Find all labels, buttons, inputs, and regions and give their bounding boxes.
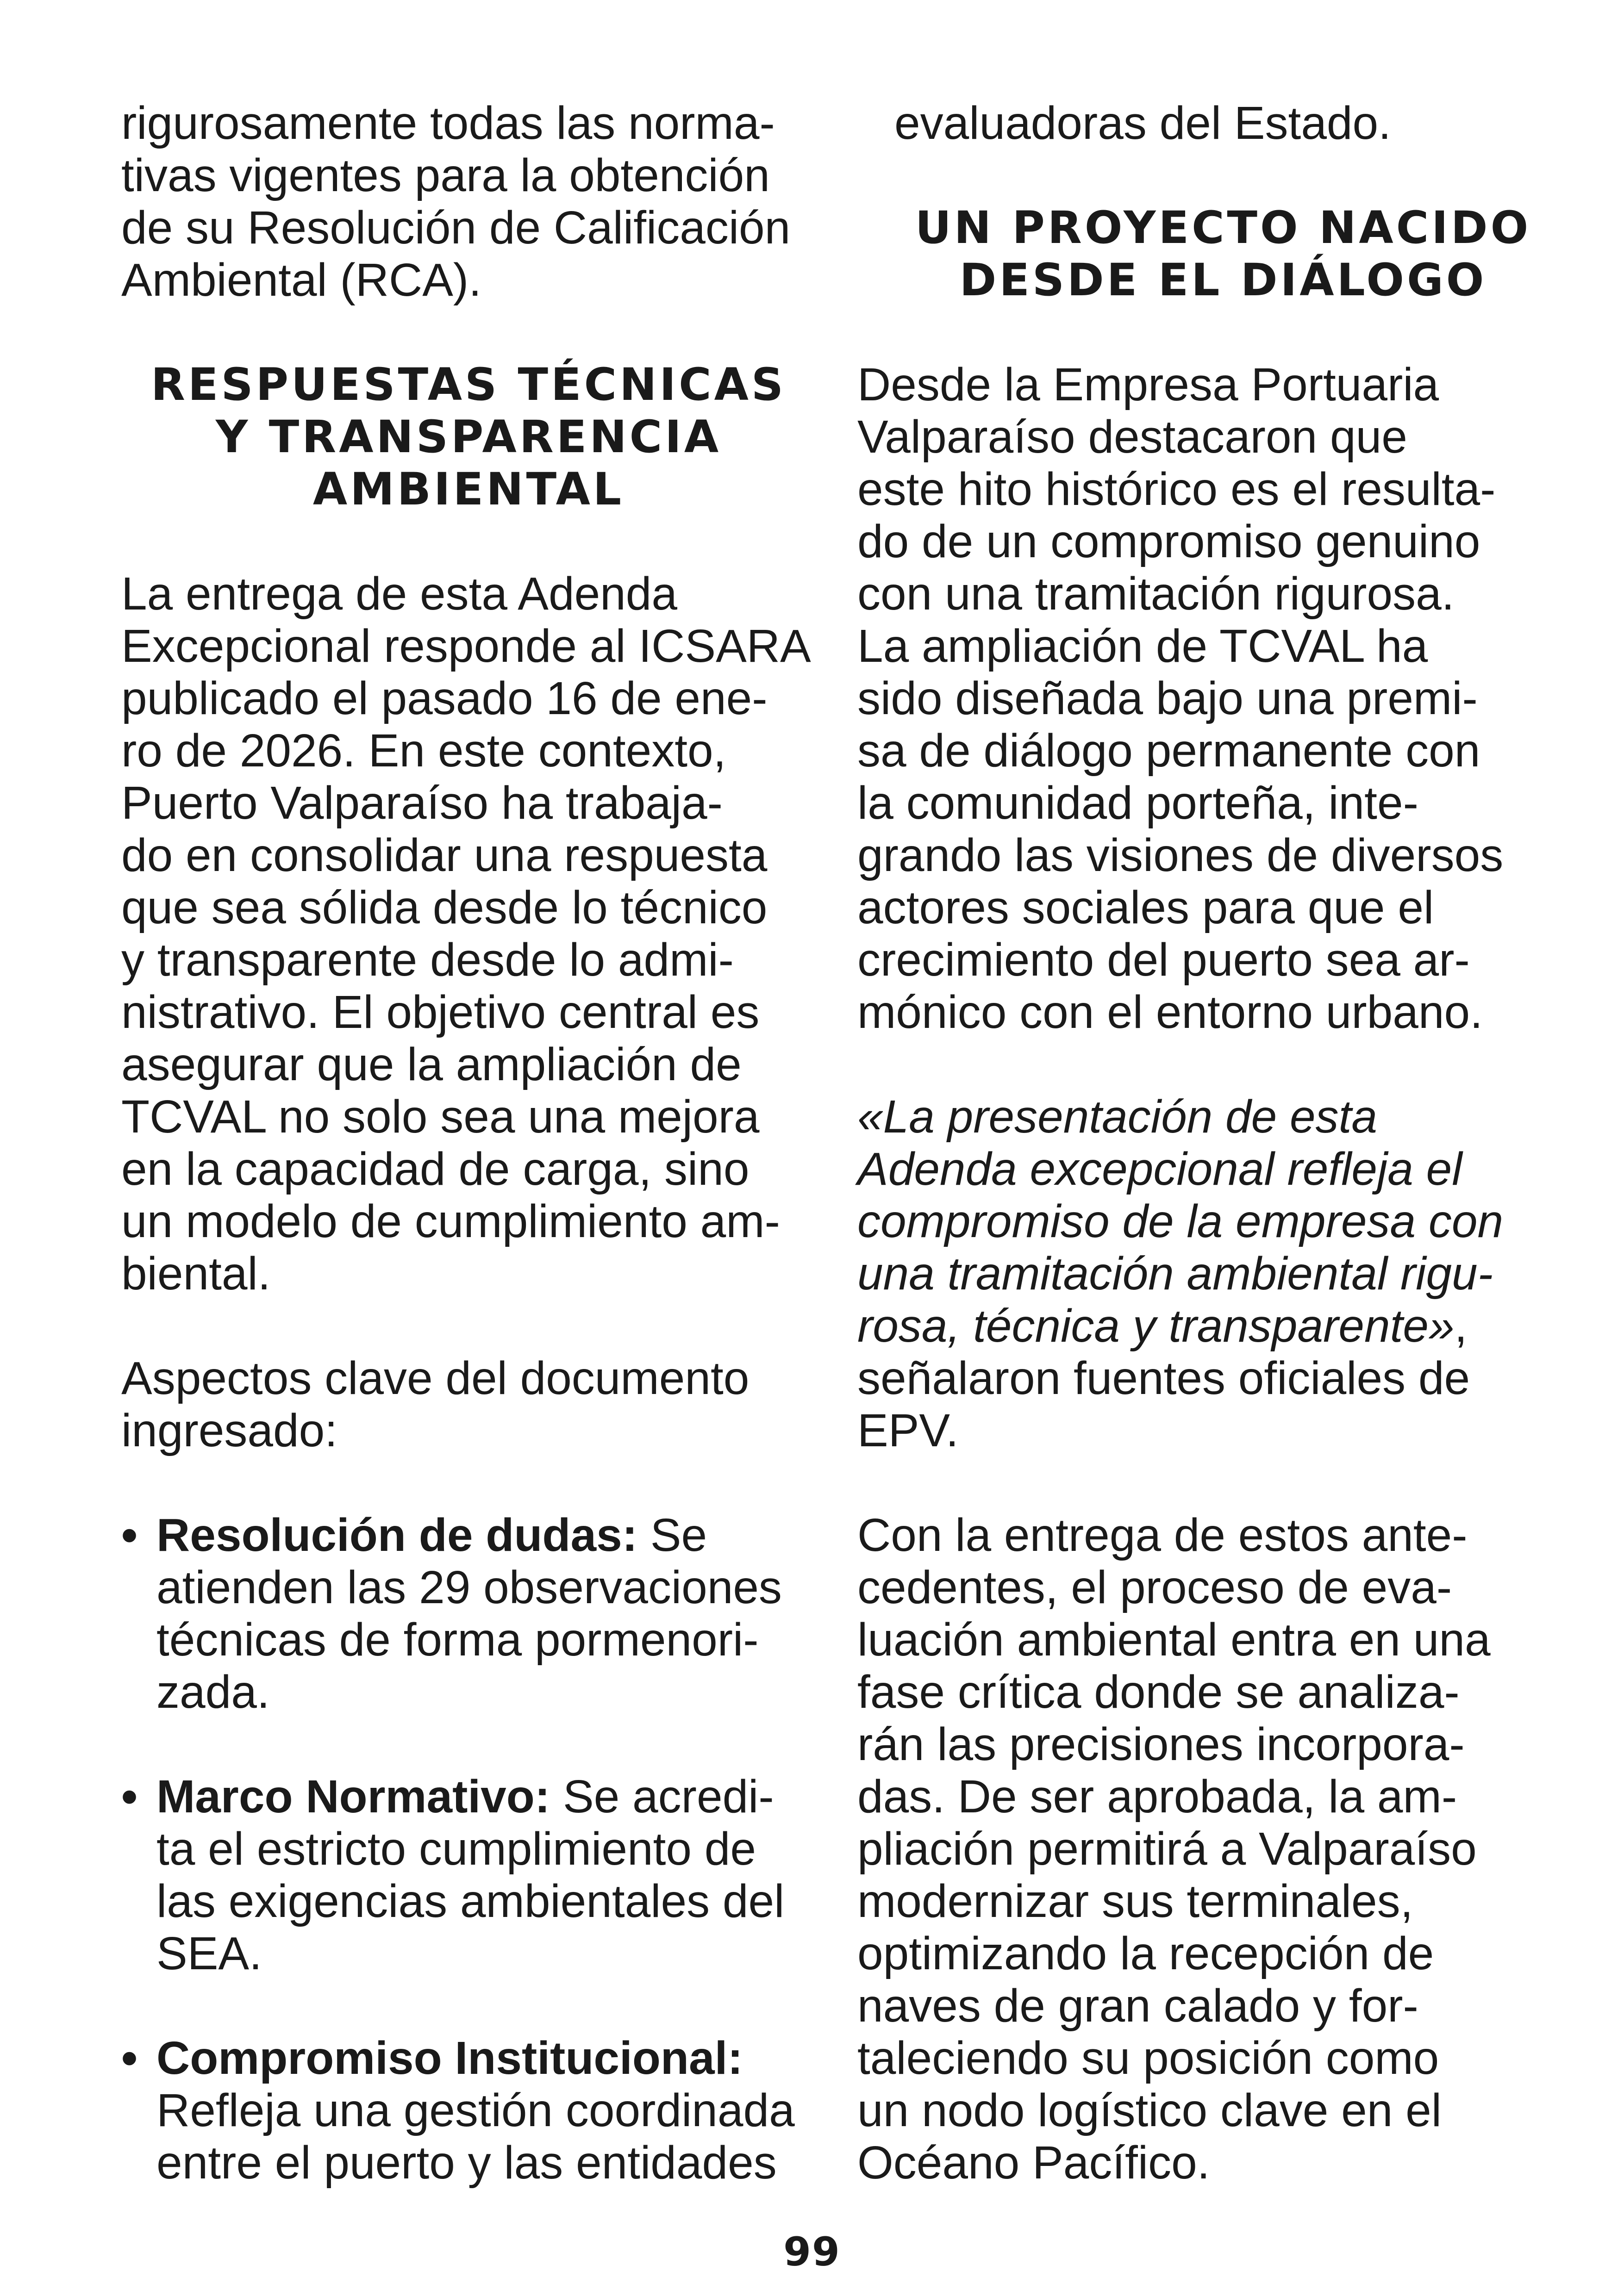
intro-paragraph (857, 97, 1552, 149)
text-line (156, 2032, 816, 2084)
text-line: ta el estricto cumplimiento de (156, 1823, 756, 1875)
text-line: atienden las 29 observaciones (156, 1562, 782, 1613)
bullet-list (121, 1509, 816, 2189)
text-line: Aspectos clave del documento (121, 1352, 750, 1404)
text-line: entre el puerto y las entidades (156, 2137, 777, 2189)
text-line: tivas vigentes para la obtención (121, 149, 770, 201)
text-line: de su Resolución de Calificación (121, 202, 791, 254)
text-line: que sea sólida desde lo técnico (121, 882, 768, 933)
right-column (857, 97, 1552, 2189)
text-line: EPV. (857, 1405, 959, 1456)
text-line: naves de gran calado y for- (857, 1980, 1418, 2032)
body-paragraph (857, 1509, 1552, 2189)
text-line: con una tramitación rigurosa. (857, 568, 1455, 620)
text-line: pliación permitirá a Valparaíso (857, 1823, 1477, 1875)
quote-line: «La presentación de esta (857, 1091, 1378, 1143)
text-line (156, 1509, 816, 1562)
text-line: Con la entrega de estos ante- (857, 1509, 1468, 1561)
text-line: técnicas de forma pormenori- (156, 1614, 759, 1666)
section-heading-respuestas (107, 359, 830, 516)
aspects-intro (121, 1352, 816, 1457)
text-line: cedentes, el proceso de eva- (857, 1562, 1452, 1613)
quote-line: rosa, técnica y transparente» (857, 1300, 1455, 1352)
text-line: Puerto Valparaíso ha trabaja- (121, 777, 723, 829)
text-line: nistrativo. El objetivo central es (121, 986, 760, 1038)
left-column (121, 97, 816, 2189)
text-line: la comunidad porteña, inte- (857, 777, 1418, 829)
quote-line: una tramitación ambiental rigu- (857, 1248, 1493, 1300)
text-line: Desde la Empresa Portuaria (857, 359, 1439, 411)
text-line (156, 1771, 816, 1823)
quote-line: compromiso de la empresa con (857, 1195, 1504, 1247)
text-line: do de un compromiso genuino (857, 516, 1480, 567)
text-line: zada. (156, 1666, 270, 1718)
text-line: La entrega de esta Adenda (121, 568, 678, 620)
heading-line: Y TRANSPARENCIA (215, 411, 722, 463)
bullet-dot: • (121, 2032, 138, 2084)
text-line: TCVAL no solo sea una mejora (121, 1091, 760, 1143)
text-line: SEA. (156, 1928, 262, 1979)
text-line: fase crítica donde se analiza- (857, 1666, 1460, 1718)
bullet-text: Se acredi- (550, 1771, 774, 1823)
page-number: 99 (783, 2229, 841, 2275)
heading-line: AMBIENTAL (312, 463, 625, 515)
quote-tail: , (1454, 1300, 1468, 1352)
text-line: taleciendo su posición como (857, 2032, 1439, 2084)
quote-paragraph (857, 1091, 1552, 1457)
text-line: evaluadoras del Estado. (894, 97, 1391, 149)
text-line: grando las visiones de diversos (857, 829, 1504, 881)
text-line: las exigencias ambientales del (156, 1875, 785, 1927)
bullet-dot: • (121, 1771, 138, 1823)
text-line: rán las precisiones incorpora- (857, 1718, 1465, 1770)
heading-line: UN PROYECTO NACIDO (915, 202, 1531, 254)
text-line: Valparaíso destacaron que (857, 411, 1407, 463)
body-paragraph (121, 568, 816, 1300)
intro-paragraph (121, 97, 816, 306)
bullet-label: Resolución de dudas: (156, 1509, 638, 1561)
section-heading-proyecto (862, 202, 1584, 306)
text-line (857, 1300, 1552, 1352)
text-line: Excepcional responde al ICSARA (121, 620, 811, 672)
bullet-item-marco (121, 1771, 816, 1980)
text-line: Océano Pacífico. (857, 2137, 1210, 2189)
text-line: sa de diálogo permanente con (857, 725, 1480, 777)
text-line: Ambiental (RCA). (121, 254, 481, 306)
text-line: modernizar sus terminales, (857, 1875, 1413, 1927)
text-line: este hito histórico es el resulta- (857, 463, 1496, 515)
bullet-label: Compromiso Institucional: (156, 2032, 743, 2084)
quote-line: Adenda excepcional refleja el (857, 1143, 1462, 1195)
body-paragraph (857, 359, 1552, 1039)
heading-line: RESPUESTAS TÉCNICAS (150, 359, 787, 411)
text-line: ro de 2026. En este contexto, (121, 725, 726, 777)
text-line: y transparente desde lo admi- (121, 934, 734, 986)
text-line: mónico con el entorno urbano. (857, 986, 1483, 1038)
text-line: luación ambiental entra en una (857, 1614, 1491, 1666)
text-line: un nodo logístico clave en el (857, 2084, 1442, 2136)
text-line: publicado el pasado 16 de ene- (121, 672, 768, 724)
text-line: asegurar que la ampliación de (121, 1039, 742, 1090)
text-line: ingresado: (121, 1405, 337, 1456)
bullet-dot: • (121, 1509, 138, 1561)
bullet-label: Marco Normativo: (156, 1771, 550, 1823)
text-line: das. De ser aprobada, la am- (857, 1771, 1457, 1823)
text-line: en la capacidad de carga, sino (121, 1143, 750, 1195)
text-line: Refleja una gestión coordinada (156, 2084, 795, 2136)
text-line: La ampliación de TCVAL ha (857, 620, 1428, 672)
text-line: crecimiento del puerto sea ar- (857, 934, 1470, 986)
bullet-item-compromiso (121, 2032, 816, 2189)
text-line: actores sociales para que el (857, 882, 1434, 933)
heading-line: DESDE EL DIÁLOGO (959, 254, 1487, 306)
text-line: sido diseñada bajo una premi- (857, 672, 1478, 724)
text-line: rigurosamente todas las norma- (121, 97, 775, 149)
bullet-item-resolucion (121, 1509, 816, 1718)
text-line: biental. (121, 1248, 271, 1300)
text-line: señalaron fuentes oficiales de (857, 1352, 1470, 1404)
bullet-text: Se (637, 1509, 707, 1561)
text-line: optimizando la recepción de (857, 1928, 1434, 1979)
text-line: do en consolidar una respuesta (121, 829, 768, 881)
text-line: un modelo de cumplimiento am- (121, 1195, 780, 1247)
